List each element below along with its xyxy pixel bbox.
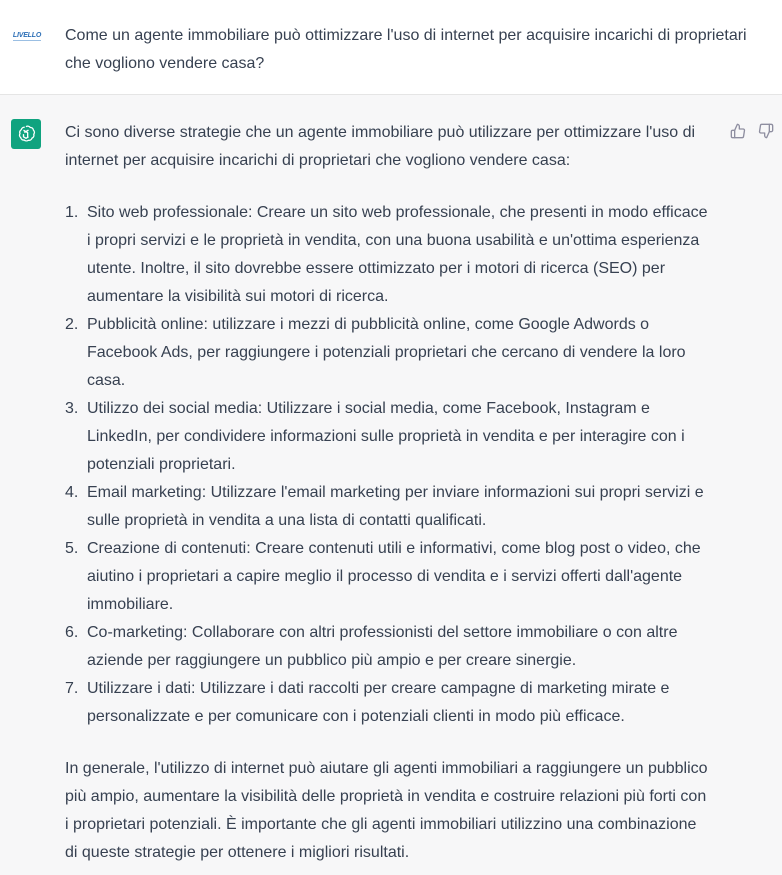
list-item-text: Co-marketing: Collaborare con altri professionisti del settore immobiliare o con altre aziende per raggiungere un pubblico più ampio e per creare sinergie. [87, 624, 678, 669]
list-item [65, 675, 710, 731]
user-message-row [0, 0, 782, 95]
list-number: 3. [65, 400, 79, 417]
list-item [65, 479, 710, 535]
list-item-text: Utilizzo dei social media: Utilizzare i social media, come Facebook, Instagram e LinkedIn, per condividere informazioni sulle proprietà in vendita e per interagire con i potenziali proprietari. [87, 400, 685, 473]
list-number: 4. [65, 484, 79, 501]
assistant-message-content [65, 119, 710, 867]
list-item [65, 535, 710, 619]
thumbs-up-icon[interactable] [730, 123, 746, 139]
list-number: 7. [65, 680, 79, 697]
list-number: 6. [65, 624, 79, 641]
livello-logo: LIVELLO [12, 31, 42, 39]
list-item [65, 199, 710, 311]
list-item-text: Pubblicità online: utilizzare i mezzi di pubblicità online, come Google Adwords o Facebook Ads, per raggiungere i potenziali proprietari che cercano di vendere la loro casa. [87, 316, 686, 389]
list-item-text: Creazione di contenuti: Creare contenuti utili e informativi, come blog post o video, che aiutino i proprietari a capire meglio il processo di vendita e i servizi offerti dall'agente immobiliare. [87, 540, 701, 613]
assistant-message-row [0, 95, 782, 875]
user-avatar [10, 28, 44, 44]
list-item [65, 395, 710, 479]
user-message-text: Come un agente immobiliare può ottimizzare l'uso di internet per acquisire incarichi di proprietari che vogliono vendere casa? [65, 27, 747, 72]
list-item [65, 311, 710, 395]
list-item-text: Email marketing: Utilizzare l'email marketing per inviare informazioni sui propri servizi e sulle proprietà in vendita a una lista di contatti qualificati. [87, 484, 704, 529]
intro-paragraph: Ci sono diverse strategie che un agente immobiliare può utilizzare per ottimizzare l'uso di internet per acquisire incarichi di proprietari che vogliono vendere casa: [65, 124, 696, 169]
list-item-text: Utilizzare i dati: Utilizzare i dati raccolti per creare campagne di marketing mirate e personalizzate e per comunicare con i potenziali clienti in modo più efficace. [87, 680, 670, 725]
thumbs-down-icon[interactable] [758, 123, 774, 139]
openai-logo-icon [11, 119, 41, 149]
list-number: 1. [65, 204, 79, 221]
strategy-list [65, 199, 710, 731]
list-item-text: Sito web professionale: Creare un sito web professionale, che presenti in modo efficace i propri servizi e le proprietà in vendita, con una buona usabilità e un'ottima esperienza utente. Inoltre, il sito dovrebbe essere ottimizzato per i motori di ricerca (SEO) per aumentare la visibilità sui motori di ricerca. [87, 204, 708, 305]
list-item [65, 619, 710, 675]
list-number: 5. [65, 540, 79, 557]
conclusion-paragraph: In generale, l'utilizzo di internet può aiutare gli agenti immobiliari a raggiungere un pubblico più ampio, aumentare la visibilità delle proprietà in vendita e costruire relazioni più forti con i proprietari potenziali. È importante che gli agenti immobiliari utilizzino una combinazione di queste strategie per ottenere i migliori risultati. [65, 760, 708, 861]
list-number: 2. [65, 316, 79, 333]
feedback-buttons [730, 123, 774, 139]
